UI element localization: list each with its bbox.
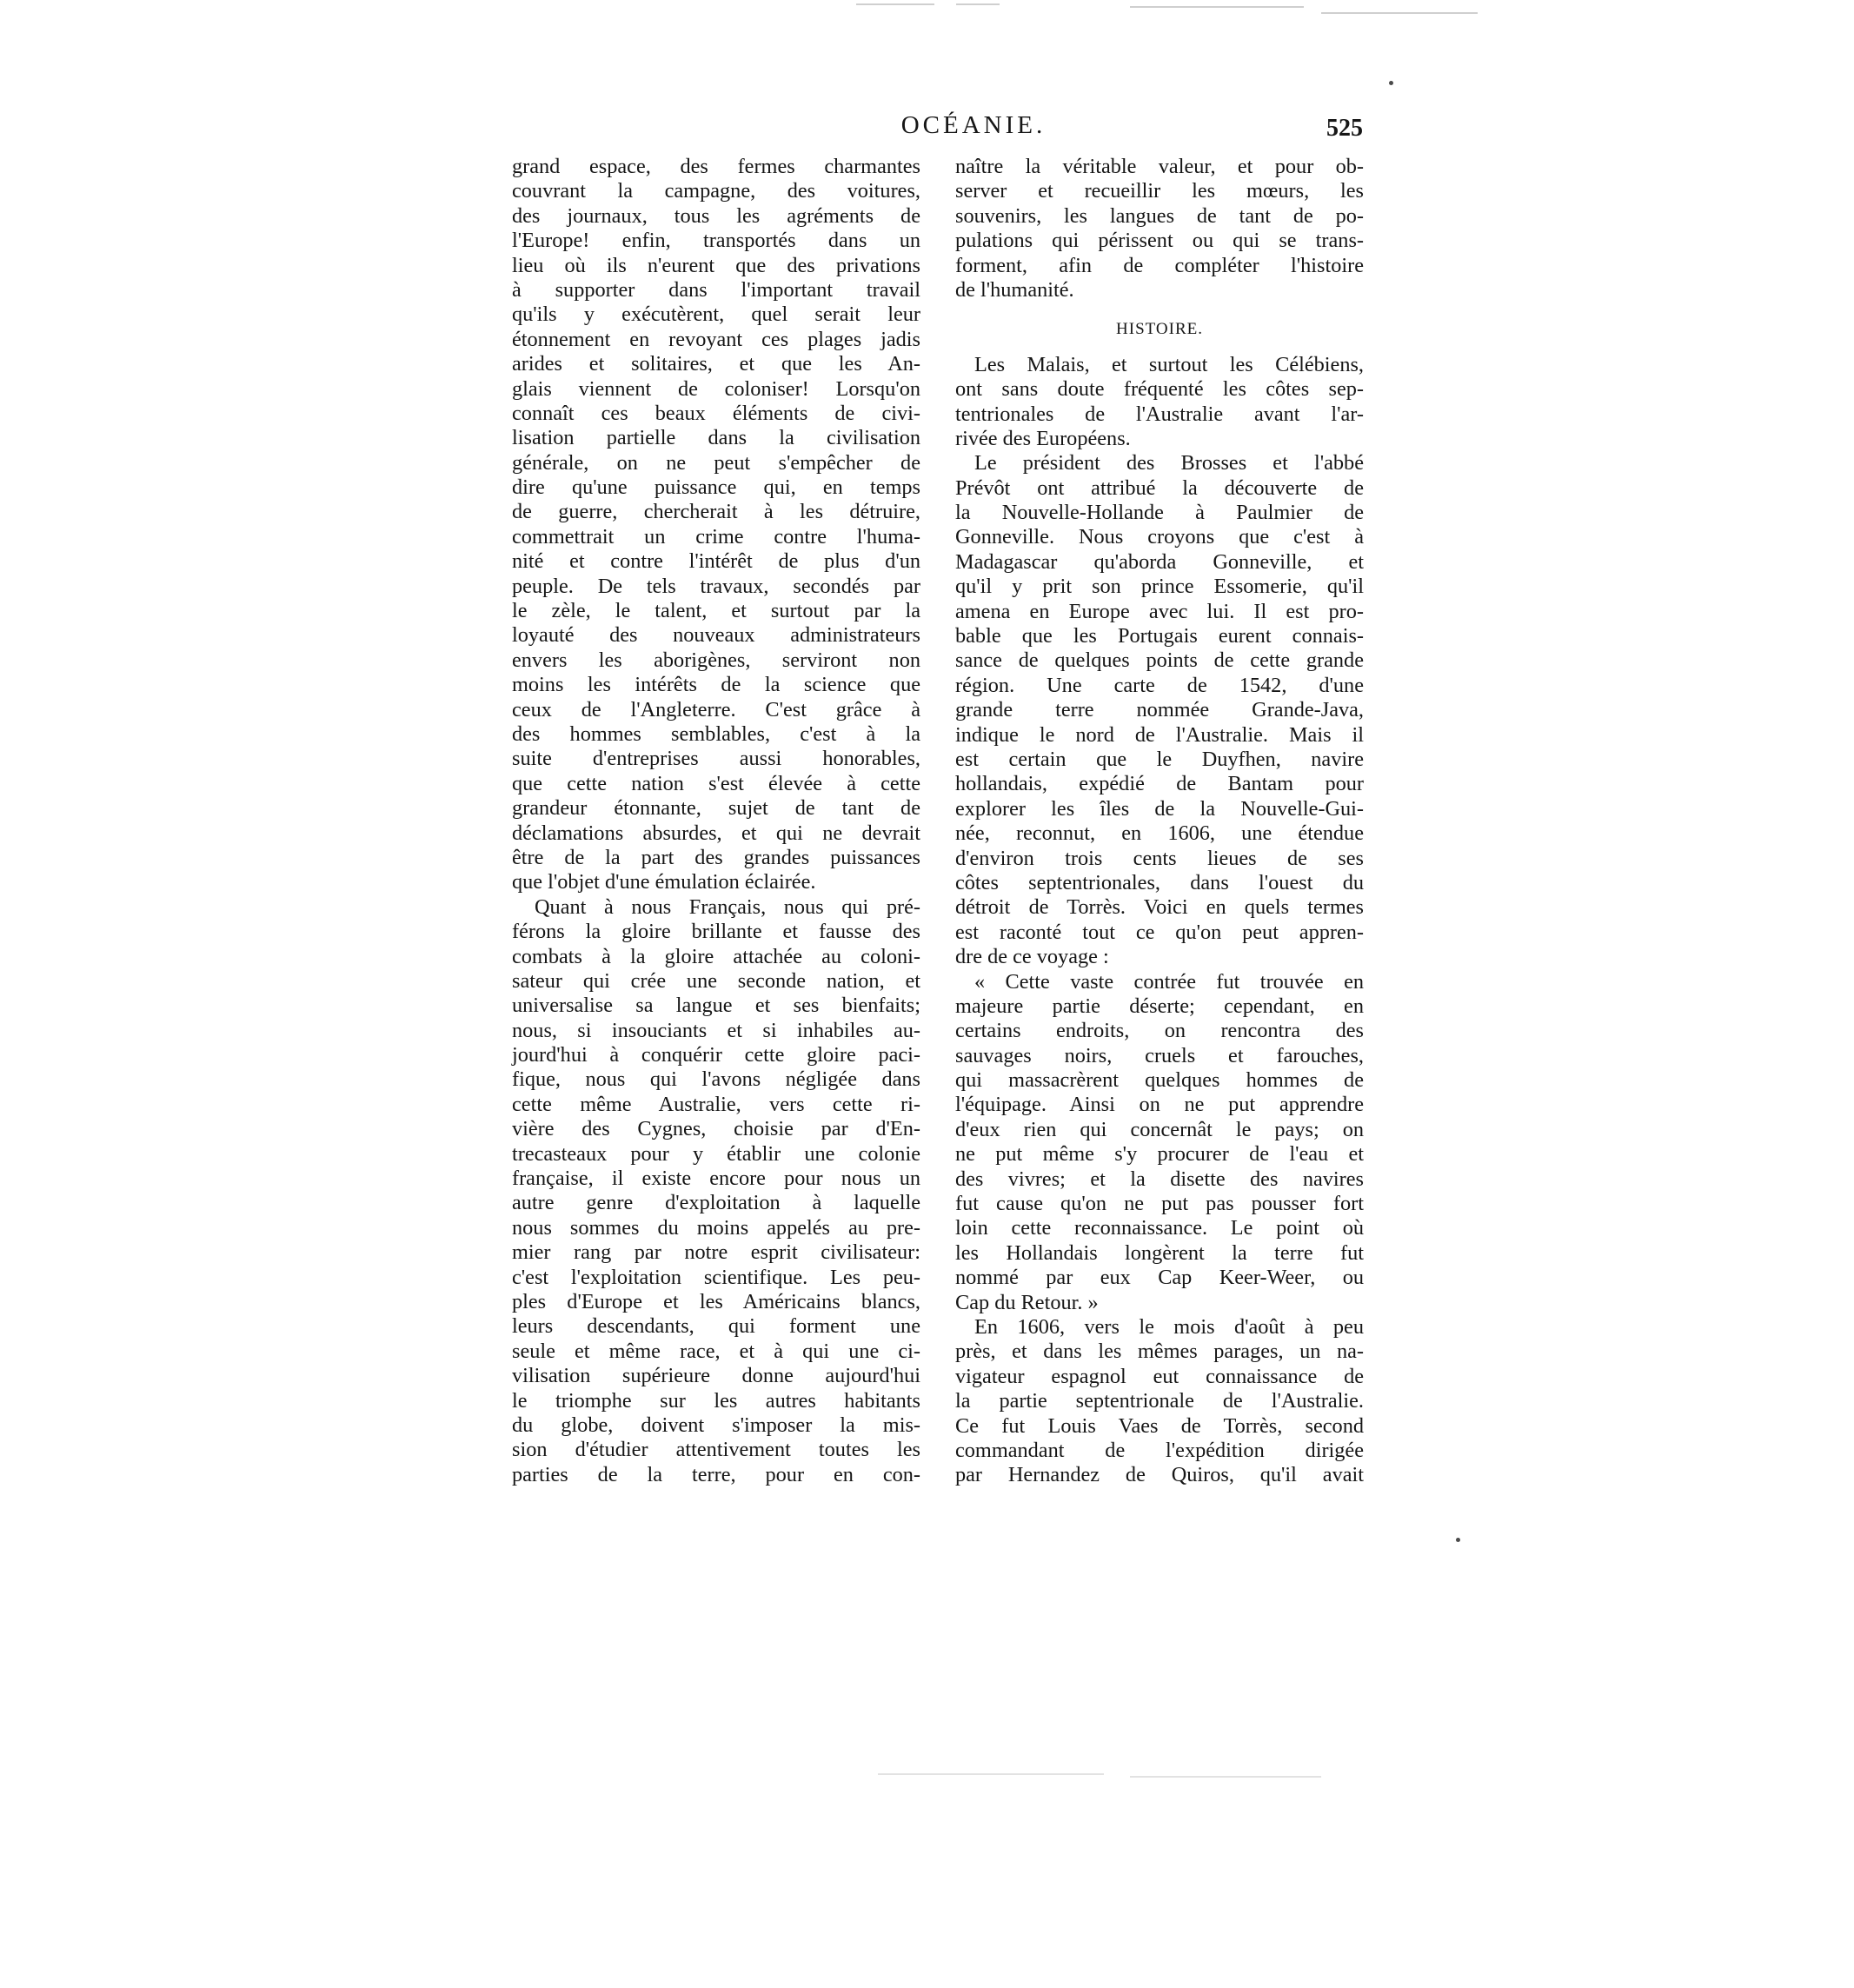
- text-line: côtes septentrionales, dans l'ouest du: [955, 870, 1364, 894]
- text-line: amena en Europe avec lui. Il est pro-: [955, 599, 1364, 623]
- text-line: cette même Australie, vers cette ri-: [512, 1092, 920, 1116]
- right-paragraph-5: [955, 1315, 1364, 1488]
- text-line: du globe, doivent s'imposer la mis-: [512, 1413, 920, 1437]
- right-paragraph-1: [955, 155, 1364, 303]
- scan-artifact-top: [856, 3, 934, 5]
- text-line: ceux de l'Angleterre. C'est grâce à: [512, 697, 920, 721]
- text-line: étonnement en revoyant ces plages jadis: [512, 327, 920, 351]
- text-line: ont sans doute fréquenté les côtes sep-: [955, 377, 1364, 402]
- text-line: trecasteaux pour y établir une colonie: [512, 1141, 920, 1166]
- text-line: Cap du Retour. »: [955, 1290, 1099, 1314]
- scan-speck: [1389, 81, 1393, 85]
- text-line: connaît ces beaux éléments de civi-: [512, 401, 920, 425]
- scan-artifact-top: [1130, 6, 1304, 8]
- left-column: [512, 155, 920, 1487]
- left-paragraph-1: [512, 155, 920, 895]
- text-line: le zèle, le talent, et surtout par la: [512, 599, 920, 623]
- text-line: pulations qui périssent ou qui se trans-: [955, 229, 1364, 253]
- text-line: universalise sa langue et ses bienfaits;: [512, 994, 920, 1018]
- text-line: bable que les Portugais eurent connais-: [955, 624, 1364, 648]
- text-line: Gonneville. Nous croyons que c'est à: [955, 525, 1364, 549]
- left-paragraph-2: [512, 895, 920, 1487]
- text-line: que l'objet d'une émulation éclairée.: [512, 870, 816, 894]
- text-line: à supporter dans l'important travail: [512, 277, 920, 302]
- text-line: Prévôt ont attribué la découverte de: [955, 475, 1364, 500]
- text-line: peuple. De tels travaux, secondés par: [512, 574, 920, 598]
- text-line: de guerre, chercherait à les détruire,: [512, 500, 920, 524]
- text-line: la Nouvelle-Hollande à Paulmier de: [955, 501, 1364, 525]
- text-line: parties de la terre, pour en con-: [512, 1462, 920, 1486]
- text-line: forment, afin de compléter l'histoire: [955, 253, 1364, 277]
- text-line: rivée des Européens.: [955, 426, 1131, 450]
- text-line: sion d'étudier attentivement toutes les: [512, 1438, 920, 1462]
- text-line: indique le nord de l'Australie. Mais il: [955, 722, 1364, 747]
- scan-artifact-bottom: [1130, 1776, 1321, 1778]
- text-line: que cette nation s'est élevée à cette: [512, 771, 920, 795]
- text-line: couvrant la campagne, des voitures,: [512, 179, 920, 203]
- scan-artifact-top: [1321, 12, 1478, 14]
- right-paragraph-2: [955, 353, 1364, 452]
- text-line: moins les intérêts de la science que: [512, 673, 920, 697]
- text-line: nous, si insouciants et si inhabiles au-: [512, 1018, 920, 1042]
- text-line: tentrionales de l'Australie avant l'ar-: [955, 402, 1364, 426]
- text-line: fut cause qu'on ne put pas pousser fort: [955, 1192, 1364, 1216]
- text-line: jourd'hui à conquérir cette gloire paci-: [512, 1043, 920, 1067]
- text-line: arides et solitaires, et que les An-: [512, 352, 920, 376]
- text-line: qu'il y prit son prince Essomerie, qu'il: [955, 575, 1364, 599]
- text-line: Ce fut Louis Vaes de Torrès, second: [955, 1413, 1364, 1438]
- scan-artifact-top: [956, 3, 1000, 5]
- text-line: suite d'entreprises aussi honorables,: [512, 747, 920, 771]
- text-line: par Hernandez de Quiros, qu'il avait: [955, 1463, 1364, 1487]
- text-line: grand espace, des fermes charmantes: [512, 155, 920, 178]
- right-column: [955, 155, 1364, 1488]
- text-line: férons la gloire brillante et fausse des: [512, 920, 920, 944]
- text-line: autre genre d'exploitation à laquelle: [512, 1191, 920, 1215]
- text-line: lisation partielle dans la civilisation: [512, 426, 920, 450]
- text-line: souvenirs, les langues de tant de po-: [955, 203, 1364, 228]
- right-paragraph-4: [955, 970, 1364, 1315]
- text-line: envers les aborigènes, serviront non: [512, 648, 920, 672]
- text-line: lieu où ils n'eurent que des privations: [512, 253, 920, 277]
- text-line: française, il existe encore pour nous un: [512, 1167, 920, 1191]
- text-line: loin cette reconnaissance. Le point où: [955, 1216, 1364, 1240]
- text-line: l'Europe! enfin, transportés dans un: [512, 229, 920, 253]
- text-line: Quant à nous Français, nous qui pré-: [535, 894, 920, 919]
- text-line: dire qu'une puissance qui, en temps: [512, 475, 920, 500]
- text-line: qui massacrèrent quelques hommes de: [955, 1068, 1364, 1093]
- text-line: majeure partie déserte; cependant, en: [955, 994, 1364, 1018]
- text-line: de l'humanité.: [955, 277, 1074, 302]
- text-line: c'est l'exploitation scientifique. Les peu-: [512, 1265, 920, 1289]
- text-line: dre de ce voyage :: [955, 945, 1109, 969]
- text-line: nous sommes du moins appelés au pre-: [512, 1215, 920, 1240]
- text-line: qu'ils y exécutèrent, quel serait leur: [512, 303, 920, 327]
- text-line: leurs descendants, qui forment une: [512, 1314, 920, 1339]
- text-line: des journaux, tous les agréments de: [512, 203, 920, 228]
- text-line: loyauté des nouveaux administrateurs: [512, 623, 920, 648]
- text-line: nommé par eux Cap Keer-Weer, ou: [955, 1266, 1364, 1290]
- text-line: hollandais, expédié de Bantam pour: [955, 772, 1364, 796]
- text-line: née, reconnut, en 1606, une étendue: [955, 821, 1364, 846]
- text-line: ne put même s'y procurer de l'eau et: [955, 1142, 1364, 1167]
- text-line: commettrait un crime contre l'huma-: [512, 524, 920, 549]
- right-paragraph-3: [955, 451, 1364, 969]
- text-line: être de la part des grandes puissances: [512, 845, 920, 869]
- text-line: Le président des Brosses et l'abbé: [974, 451, 1364, 475]
- text-line: générale, on ne peut s'empêcher de: [512, 450, 920, 475]
- text-line: sateur qui crée une seconde nation, et: [512, 968, 920, 993]
- text-line: la partie septentrionale de l'Australie.: [955, 1389, 1364, 1413]
- text-line: sauvages noirs, cruels et farouches,: [955, 1043, 1364, 1067]
- text-line: grandeur étonnante, sujet de tant de: [512, 796, 920, 821]
- text-line: naître la véritable valeur, et pour ob-: [955, 155, 1364, 178]
- text-line: commandant de l'expédition dirigée: [955, 1438, 1364, 1462]
- text-line: des hommes semblables, c'est à la: [512, 721, 920, 746]
- text-line: fique, nous qui l'avons négligée dans: [512, 1067, 920, 1092]
- running-title: OCÉANIE.: [900, 111, 1047, 139]
- text-line: d'eux rien qui concernât le pays; on: [955, 1117, 1364, 1141]
- section-heading: HISTOIRE.: [1116, 320, 1203, 339]
- text-line: région. Une carte de 1542, d'une: [955, 673, 1364, 697]
- text-line: vière des Cygnes, choisie par d'En-: [512, 1117, 920, 1141]
- scan-speck: [1456, 1538, 1460, 1542]
- text-line: les Hollandais longèrent la terre fut: [955, 1240, 1364, 1265]
- text-line: détroit de Torrès. Voici en quels termes: [955, 895, 1364, 920]
- text-line: server et recueillir les mœurs, les: [955, 179, 1364, 203]
- text-line: grande terre nommée Grande-Java,: [955, 698, 1364, 722]
- text-line: déclamations absurdes, et qui ne devrait: [512, 821, 920, 845]
- text-line: des vivres; et la disette des navires: [955, 1167, 1364, 1191]
- text-line: l'équipage. Ainsi on ne put apprendre: [955, 1093, 1364, 1117]
- text-line: Madagascar qu'aborda Gonneville, et: [955, 549, 1364, 574]
- text-line: Les Malais, et surtout les Célébiens,: [974, 352, 1364, 376]
- page-number: 525: [1326, 115, 1363, 142]
- text-line: mier rang par notre esprit civilisateur:: [512, 1240, 920, 1265]
- text-line: En 1606, vers le mois d'août à peu: [974, 1314, 1364, 1339]
- text-line: combats à la gloire attachée au coloni-: [512, 944, 920, 968]
- text-line: vilisation supérieure donne aujourd'hui: [512, 1364, 920, 1388]
- text-line: certains endroits, on rencontra des: [955, 1019, 1364, 1043]
- text-line: le triomphe sur les autres habitants: [512, 1388, 920, 1413]
- text-line: nité et contre l'intérêt de plus d'un: [512, 549, 920, 574]
- scan-artifact-bottom: [878, 1773, 1104, 1775]
- text-line: glais viennent de coloniser! Lorsqu'on: [512, 376, 920, 401]
- text-line: explorer les îles de la Nouvelle-Gui-: [955, 796, 1364, 821]
- text-line: est certain que le Duyfhen, navire: [955, 747, 1364, 771]
- text-line: ples d'Europe et les Américains blancs,: [512, 1289, 920, 1313]
- text-line: sance de quelques points de cette grande: [955, 648, 1364, 673]
- text-line: seule et même race, et à qui une ci-: [512, 1339, 920, 1363]
- text-line: « Cette vaste contrée fut trouvée en: [974, 969, 1364, 994]
- text-line: vigateur espagnol eut connaissance de: [955, 1364, 1364, 1388]
- text-line: près, et dans les mêmes parages, un na-: [955, 1340, 1364, 1364]
- text-line: d'environ trois cents lieues de ses: [955, 846, 1364, 870]
- text-line: est raconté tout ce qu'on peut appren-: [955, 920, 1364, 944]
